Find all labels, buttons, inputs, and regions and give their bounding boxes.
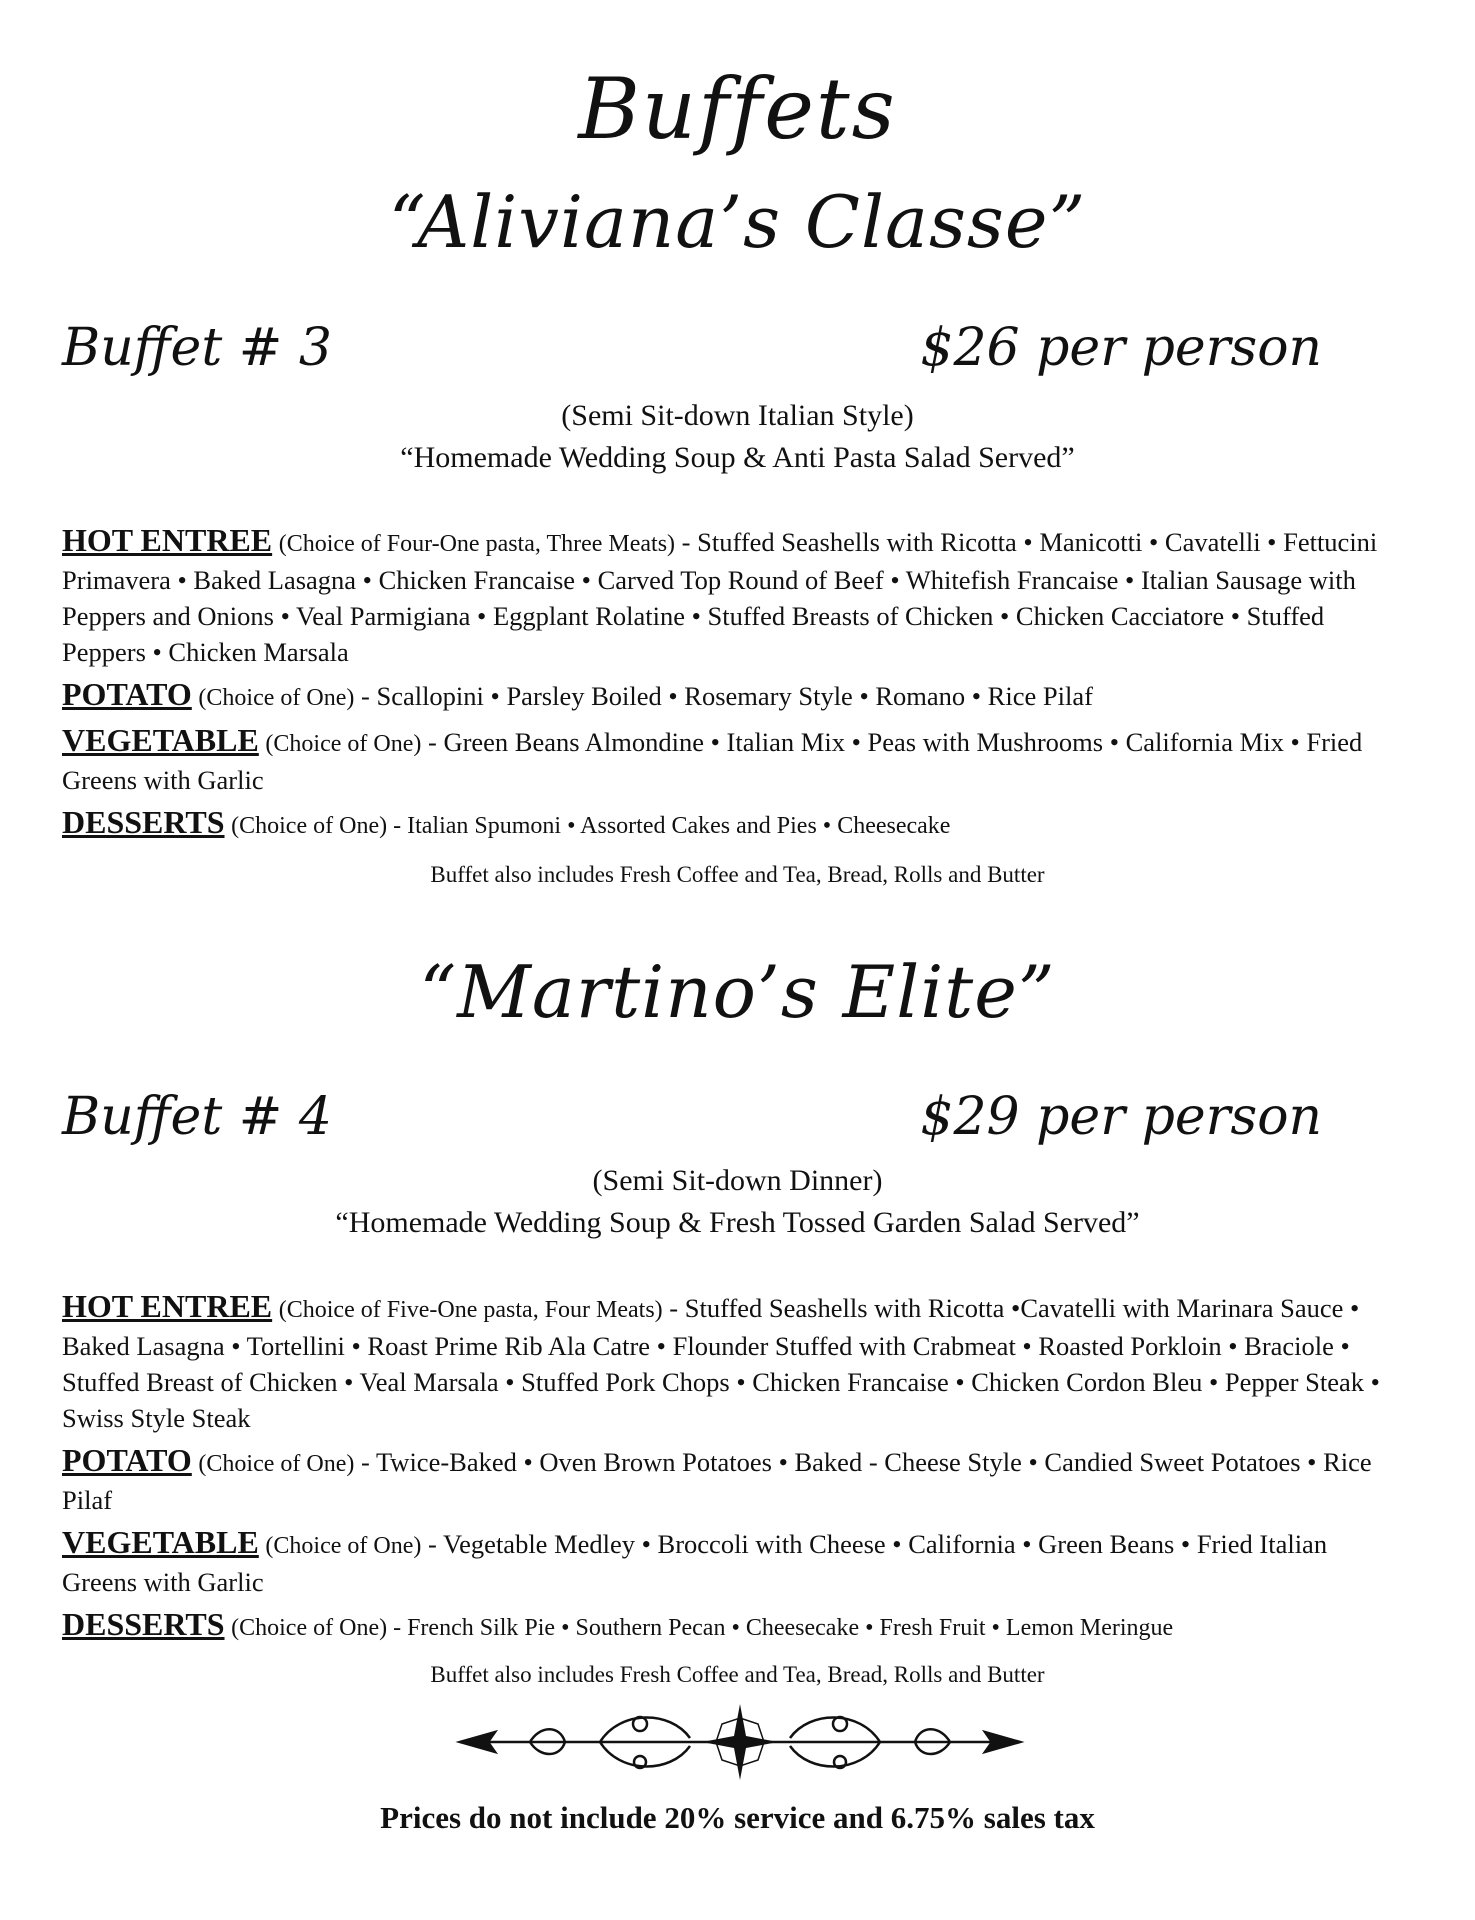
buffet-header-4 (62, 1087, 1322, 1147)
menu-body-4 (62, 1288, 1397, 1652)
tax-disclaimer: Prices do not include 20% service and 6.75% sales tax (380, 1800, 1095, 1835)
category-potato: POTATO (Choice of One) - Scallopini • Parsley Boiled • Rosemary Style • Romano • Rice Pilaf (62, 676, 1093, 712)
category-desserts: DESSERTS (Choice of One) - French Silk Pie • Southern Pecan • Cheesecake • Fresh Fruit • Lemon Meringue (62, 1606, 1174, 1642)
buffet-number: Buffet # 4 (62, 1087, 332, 1147)
category-hot-entree: HOT ENTREE (Choice of Four-One pasta, Three Meats) - Stuffed Seashells with Ricotta • Manicotti • Cavatelli • Fettucini Primavera • Baked Lasagna • Chicken Francaise • Carved Top Round of Beef • Whitefish Francaise • Italian Sausage with Peppers and Onions • Veal Parmigiana • Eggplant Rolatine • Stuffed Breasts of Chicken • Chicken Cacciatore • Stuffed Peppers • Chicken Marsala (62, 522, 1378, 667)
buffet-style: (Semi Sit-down Italian Style) (561, 399, 914, 432)
buffet-price: $29 per person (920, 1087, 1322, 1147)
category-hot-entree: HOT ENTREE (Choice of Five-One pasta, Four Meats) - Stuffed Seashells with Ricotta •Cavatelli with Marinara Sauce • Baked Lasagna • Tortellini • Roast Prime Rib Ala Catre • Flounder Stuffed with Crabmeat • Roasted Porkloin • Braciole • Stuffed Breast of Chicken • Veal Marsala • Stuffed Pork Chops • Chicken Francaise • Chicken Cordon Bleu • Pepper Steak • Swiss Style Steak (62, 1288, 1380, 1433)
buffet-header-3 (62, 318, 1322, 378)
buffet-number: Buffet # 3 (62, 318, 332, 378)
category-potato: POTATO (Choice of One) - Twice-Baked • Oven Brown Potatoes • Baked - Cheese Style • Candied Sweet Potatoes • Rice Pilaf (62, 1442, 1372, 1515)
buffet-served: “Homemade Wedding Soup & Fresh Tossed Garden Salad Served” (335, 1206, 1140, 1239)
buffet-name-aliviana: “Aliviana’s Classe” (388, 180, 1087, 264)
buffet-includes-note: Buffet also includes Fresh Coffee and Tea, Bread, Rolls and Butter (430, 862, 1045, 887)
buffet-served: “Homemade Wedding Soup & Anti Pasta Salad Served” (400, 441, 1075, 474)
category-vegetable: VEGETABLE (Choice of One) - Vegetable Medley • Broccoli with Cheese • California • Green Beans • Fried Italian Greens with Garlic (62, 1524, 1328, 1597)
category-vegetable: VEGETABLE (Choice of One) - Green Beans Almondine • Italian Mix • Peas with Mushrooms • California Mix • Fried Greens with Garlic (62, 722, 1363, 795)
ornament-flourish-icon (440, 1700, 1040, 1785)
buffet-price: $26 per person (920, 318, 1322, 378)
buffet-includes-note: Buffet also includes Fresh Coffee and Tea, Bread, Rolls and Butter (430, 1662, 1045, 1687)
page-title: Buffets (578, 60, 897, 158)
buffet-name-martino: “Martino’s Elite” (419, 950, 1056, 1034)
category-desserts: DESSERTS (Choice of One) - Italian Spumoni • Assorted Cakes and Pies • Cheesecake (62, 804, 951, 840)
buffet-style: (Semi Sit-down Dinner) (592, 1164, 883, 1197)
menu-body-3 (62, 522, 1397, 850)
